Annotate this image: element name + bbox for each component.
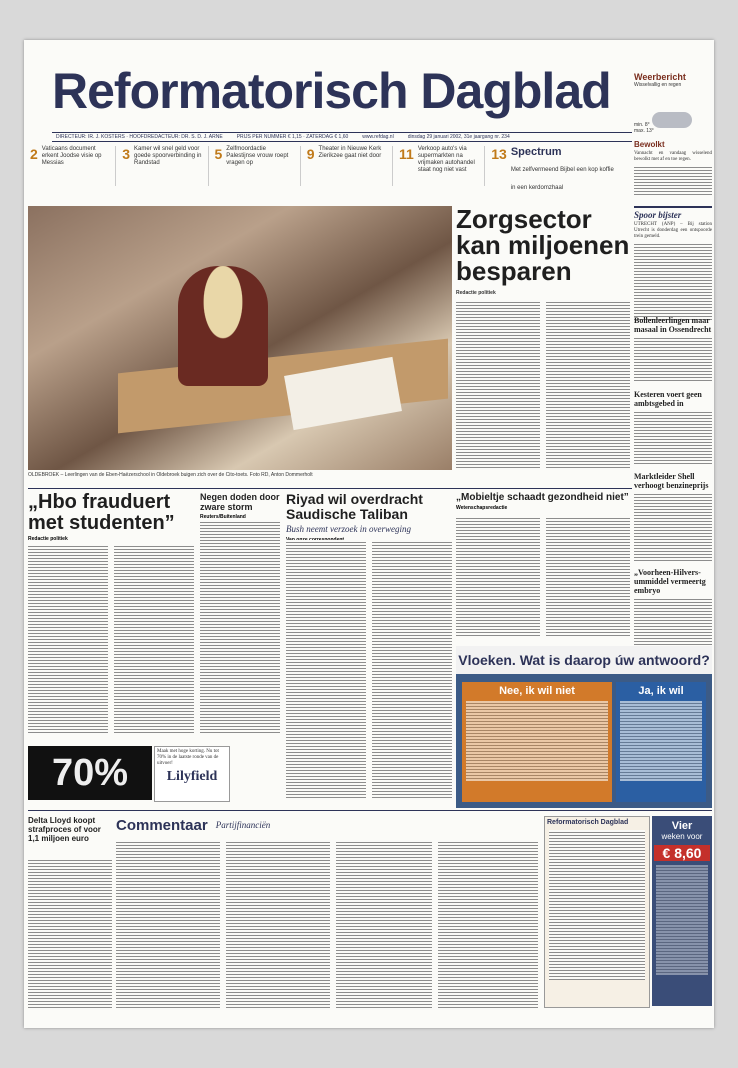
weather-min: min. 8° (634, 122, 650, 128)
teaser-item[interactable] (116, 146, 208, 186)
lead-byline: Redactie politiek (456, 290, 496, 296)
sidebar-markt (634, 472, 712, 562)
sidebar-spoor-text: UTRECHT (ANP) – Bij station Utrecht is donderdag een ontspoorde trein gemeld. (634, 222, 712, 239)
teaser-text: Kamer wil snel geld voor goede spoorverbinding in Randstad (134, 146, 202, 166)
hbo-column-1 (28, 544, 108, 734)
text-block (634, 165, 712, 195)
text-block (466, 701, 608, 781)
info-left: DIRECTEUR: IR. J. KOSTERS · HOOFDREDACTEUR: DR. S. D. J. ARNE (56, 134, 223, 140)
weather-title: Weerbericht (634, 72, 686, 82)
commentaar-column-2 (226, 840, 330, 1008)
spectrum-logo: Spectrum (510, 146, 562, 158)
teaser-number: 3 (122, 146, 131, 162)
negen-article (200, 492, 280, 520)
coupon-form-lines[interactable] (549, 830, 645, 980)
text-block (634, 336, 712, 382)
commentaar-column-3 (336, 840, 432, 1008)
negen-column (200, 520, 280, 734)
weather-max: max. 13° (634, 128, 654, 134)
sidebar-bewolkt-heading: Bewolkt (634, 140, 665, 149)
text-block (634, 242, 712, 322)
riyad-headline[interactable]: Riyad wil overdracht Saudische Taliban (286, 491, 423, 522)
classroom-photo (28, 206, 452, 470)
teaser-text: Theater in Nieuwe Kerk Zierikzee gaat niet door (318, 146, 382, 159)
sidebar-voorheen-heading: „Voorheen-Hilvers-ummiddel vermeertg embryo (634, 568, 706, 595)
offer-subtitle: weken voor (661, 832, 703, 841)
lilyfield-advertisement[interactable] (154, 746, 230, 802)
teaser-number: 11 (399, 146, 414, 162)
delta-article (28, 816, 112, 843)
info-date: dinsdag 29 januari 2002, 31e jaargang nr. 234 (407, 134, 510, 140)
mobiel-byline: Wetenschapsredactie (456, 505, 508, 511)
photo-caption: OLDEBROEK – Leerlingen van de Eben-Haëzerschool in Oldebroek buigen zich over de Cito-toets. Foto RD, Anton Dommerholt (28, 472, 313, 478)
sidebar-weather (634, 140, 712, 195)
teaser-number: 13 (491, 146, 507, 162)
lead-column-1 (456, 300, 540, 470)
riyad-column-1 (286, 540, 366, 800)
teaser-item[interactable] (301, 146, 393, 186)
coupon-title: Reformatorisch Dagblad (547, 819, 629, 826)
ad-ja-panel[interactable] (616, 682, 706, 802)
ad-nee-panel[interactable] (462, 682, 612, 802)
commentaar-subject: Partijfinanciën (215, 820, 271, 830)
teaser-text: Zelfmoordactie Palestijnse vrouw roept vragen op (226, 146, 289, 166)
ad-nee-heading: Nee, ik wil niet (499, 685, 575, 697)
offer-price: € 8,60 (654, 845, 710, 861)
text-block (620, 701, 702, 781)
sidebar-kesteren-heading: Kesteren voert geen ambtsgebed in (634, 390, 702, 408)
sale-advertisement[interactable]: 70% (28, 746, 152, 800)
section-divider (28, 810, 712, 811)
commentaar-label: Commentaar (116, 816, 208, 834)
weather-text: Wisselvallig en regen (634, 82, 682, 88)
teaser-text: Met zelfvermeend Bijbel een kop koffie in een kerdomzhaal (510, 167, 614, 191)
mobiel-column-2 (546, 516, 630, 638)
text-block (634, 410, 712, 464)
delta-column (28, 858, 112, 1008)
subscription-coupon[interactable] (544, 816, 650, 1008)
teaser-item[interactable] (393, 146, 485, 186)
sidebar-bollen (634, 316, 712, 382)
sidebar-markt-heading: Marktleider Shell verhoogt benzineprijs (634, 472, 709, 490)
text-block (656, 865, 708, 975)
mobiel-column-1 (456, 516, 540, 638)
commentaar-column-4 (438, 840, 538, 1008)
text-block (634, 492, 712, 562)
riyad-article (286, 492, 452, 543)
lead-headline[interactable]: Zorgsector kan miljoenen besparen (456, 204, 630, 286)
sidebar-kesteren (634, 390, 712, 464)
subscription-offer[interactable] (652, 816, 712, 1006)
hbo-byline: Redactie politiek (28, 536, 68, 542)
teaser-item[interactable] (24, 146, 116, 186)
text-block (634, 597, 712, 653)
vloeken-title: Vloeken. Wat is daarop úw antwoord? (456, 646, 712, 674)
teaser-text: Vaticaans document erkent Joodse visie op Messias (41, 146, 102, 166)
newspaper-page (24, 40, 714, 1028)
section-divider (28, 488, 632, 489)
info-url[interactable]: www.refdag.nl (362, 134, 394, 140)
lead-column-2 (546, 300, 630, 470)
teaser-item[interactable] (209, 146, 301, 186)
sidebar-bollen-heading: Bollenleerlingen maar masaal in Ossendrecht (634, 316, 712, 334)
commentaar-column-1 (116, 840, 220, 1008)
sidebar-bewolkt-text: Vannacht en vandaag wisselend bewolkt met af en toe regen. (634, 151, 712, 162)
sidebar-spoor-heading: Spoor bijster (634, 206, 712, 220)
negen-byline: Reuters/Buitenland (200, 514, 246, 520)
hbo-column-2 (114, 544, 194, 734)
lilyfield-brand: Lilyfield (166, 769, 218, 784)
sidebar-spoor (634, 206, 712, 322)
sidebar-voorheen (634, 568, 712, 653)
delta-headline[interactable]: Delta Lloyd koopt strafproces of voor 1,1 miljoen euro (28, 816, 101, 843)
info-price: PRIJS PER NUMMER € 1,15 · ZATERDAG € 1,60 (236, 134, 349, 140)
riyad-column-2 (372, 540, 452, 800)
ad-ja-heading: Ja, ik wil (638, 685, 684, 697)
offer-title: Vier (671, 820, 693, 832)
hbo-article (28, 492, 196, 542)
commentaar-header (116, 816, 496, 834)
vloeken-advertisement[interactable] (456, 646, 712, 808)
info-bar (52, 132, 632, 142)
mobiel-article (456, 492, 632, 511)
teaser-spectrum[interactable] (485, 146, 624, 191)
teaser-number: 9 (306, 146, 315, 162)
teaser-number: 2 (30, 146, 38, 162)
hbo-headline[interactable]: „Hbo frauduert met studenten” (28, 491, 175, 534)
teaser-text: Verkoop auto's via supermarkten na vrijmaken autohandel staat nog niet vast (417, 146, 475, 173)
riyad-subheadline: Bush neemt verzoek in overweging (286, 524, 411, 534)
masthead-title: Reformatorisch Dagblad (52, 63, 611, 119)
photo-desk (118, 339, 448, 434)
cloud-icon (652, 112, 692, 128)
negen-headline[interactable]: Negen doden door zware storm (200, 492, 280, 512)
mobiel-headline[interactable]: „Mobieltje schaadt gezondheid niet” (456, 492, 629, 503)
photo-student (178, 266, 268, 386)
teaser-strip (24, 146, 624, 191)
teaser-number: 5 (214, 146, 223, 162)
lilyfield-text: Maak met hoge korting. Nu tot 70% in de laatste ronde van de uitvoer! (157, 749, 219, 766)
